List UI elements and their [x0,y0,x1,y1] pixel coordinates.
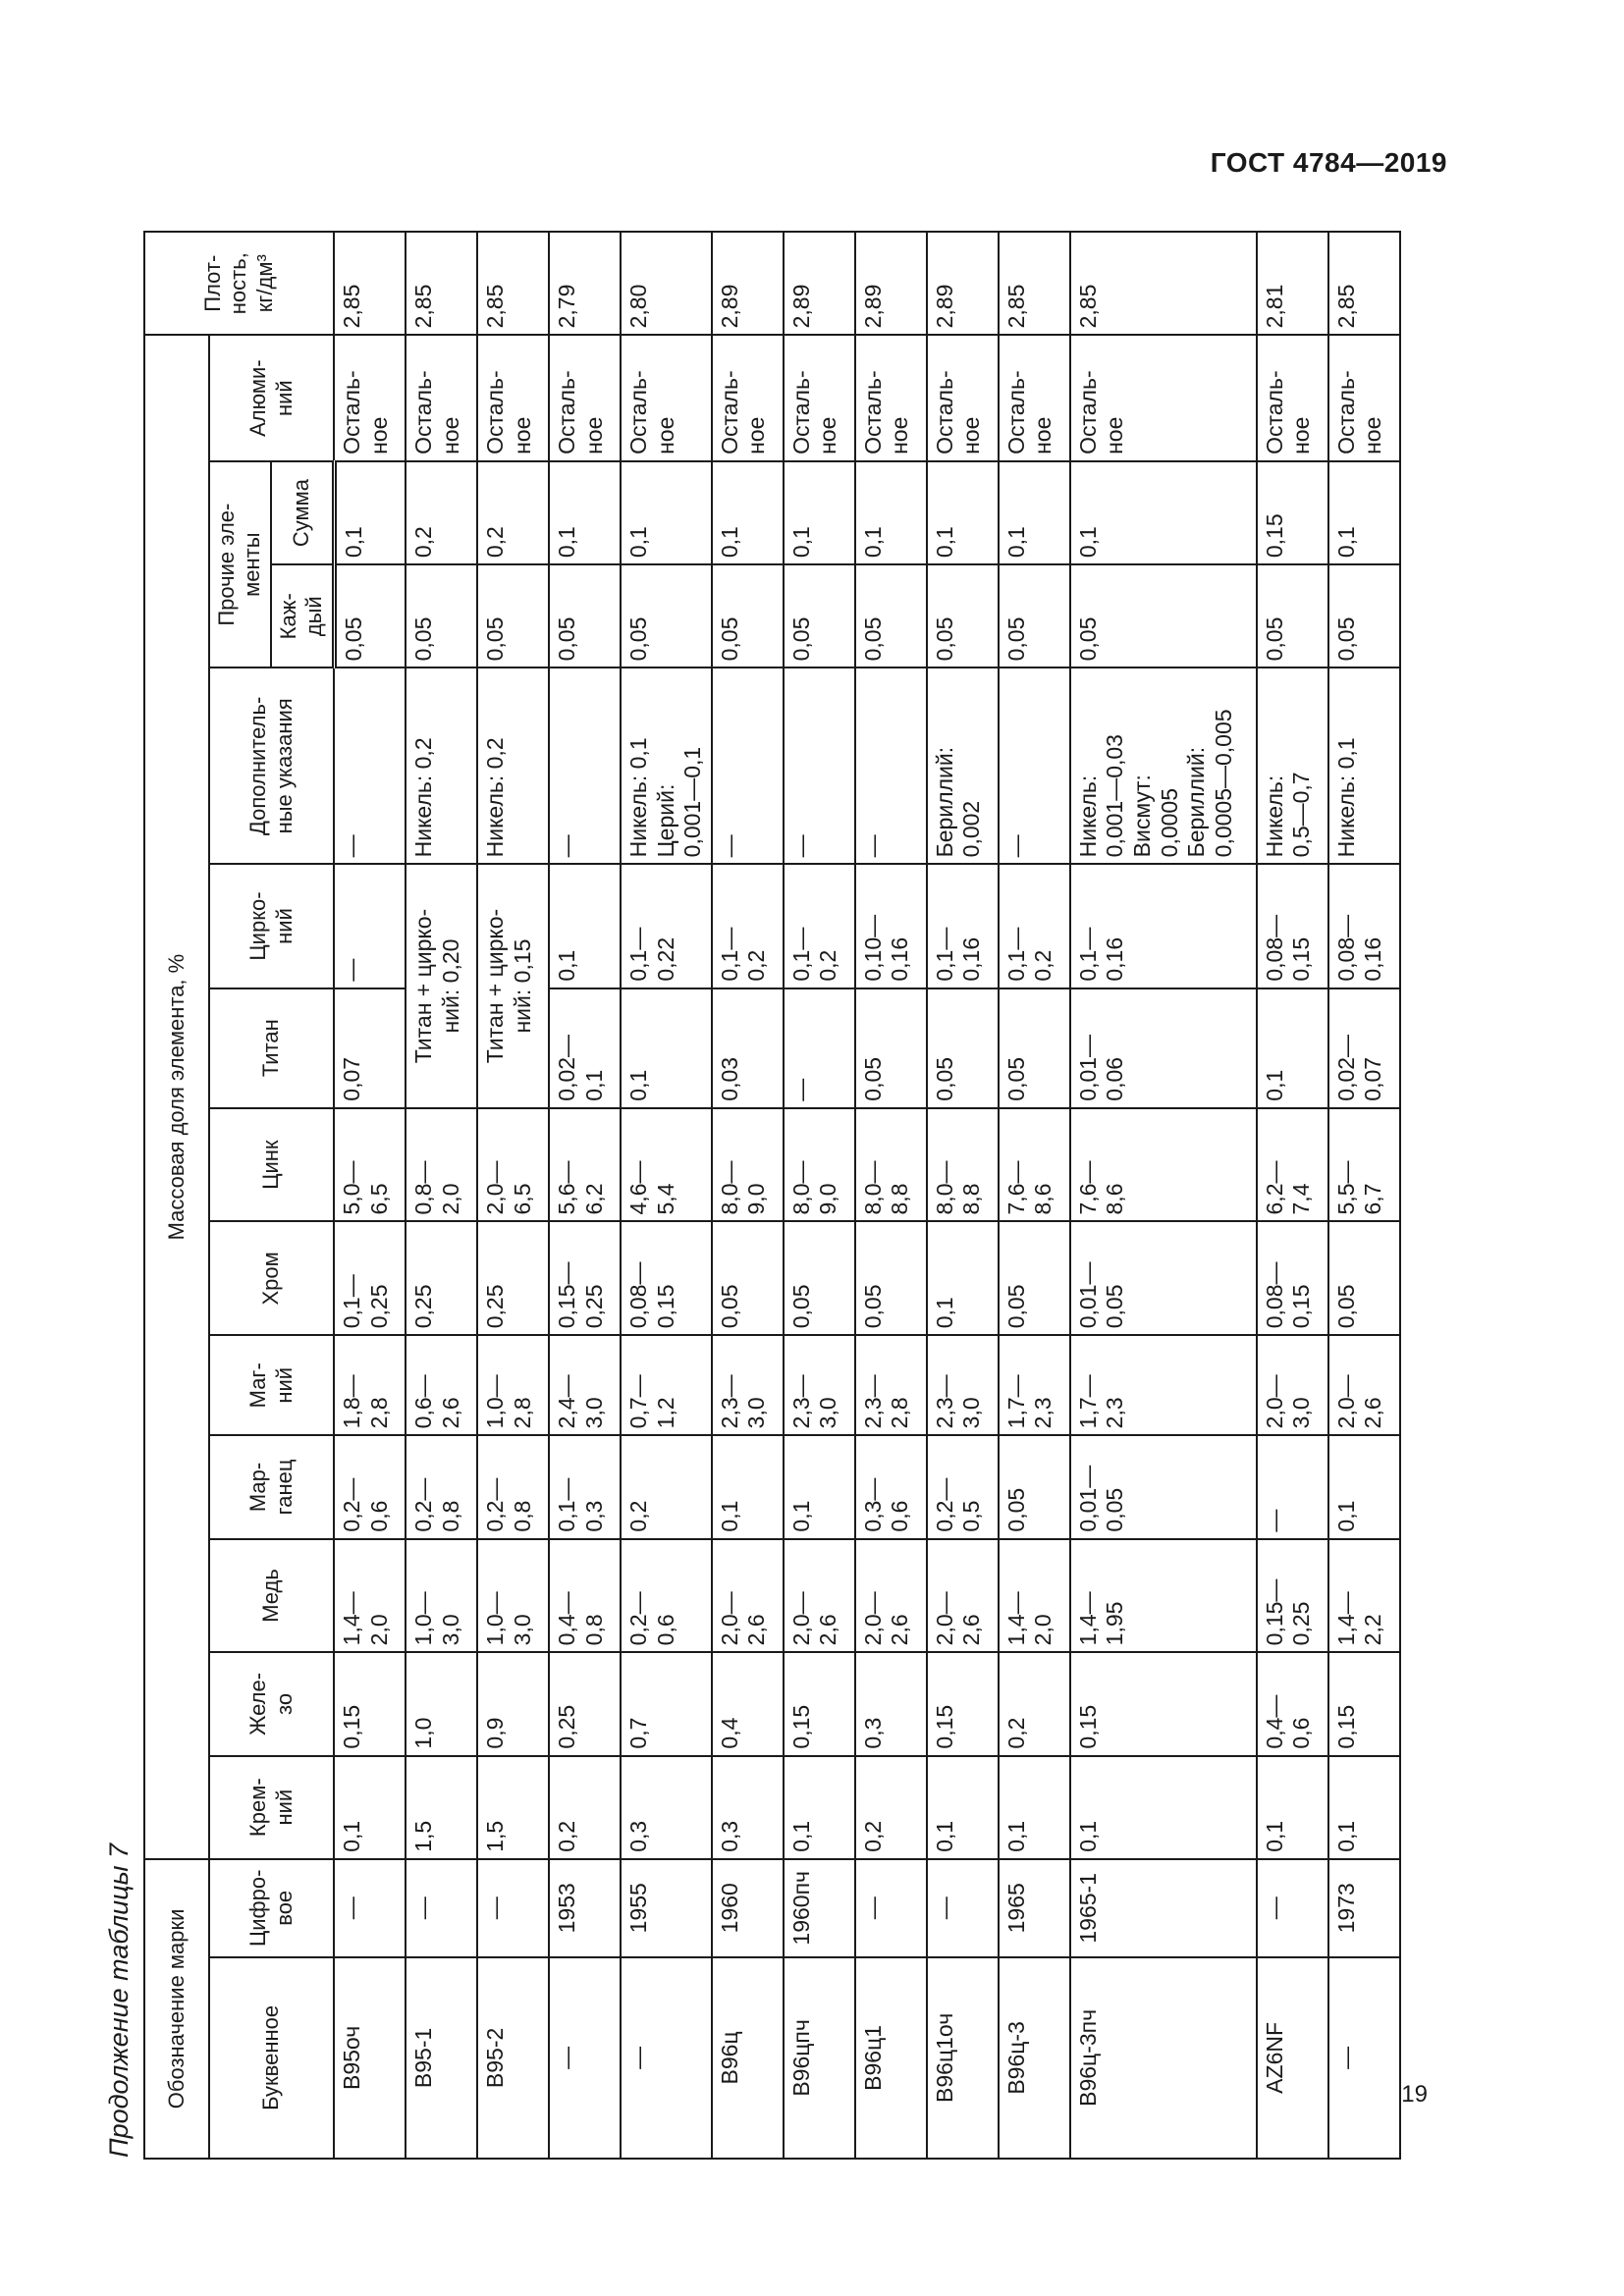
cell-digital: — [406,1859,477,1957]
cell-digital: 1965-1 [1070,1859,1257,1957]
cell-digital: — [927,1859,999,1957]
table-row [549,232,621,2159]
cell-sum: 0,1 [927,461,999,564]
cell-mn: 0,1— 0,3 [549,1435,621,1538]
cell-al: Осталь- ное [855,335,927,461]
table-row [712,232,784,2159]
cell-fe: 0,7 [621,1652,712,1755]
cell-mn: 0,2— 0,8 [406,1435,477,1538]
cell-letter: — [549,1957,621,2159]
cell-each: 0,05 [927,564,999,667]
cell-si: 0,1 [334,1756,406,1859]
cell-letter: — [621,1957,712,2159]
cell-al: Осталь- ное [477,335,549,461]
table-row [927,232,999,2159]
cell-al: Осталь- ное [1070,335,1257,461]
header-each: Каж- дый [271,564,334,667]
header-designation: Обозначение марки [144,1859,209,2159]
cell-zr: 0,1— 0,22 [621,864,712,988]
cell-al: Осталь- ное [549,335,621,461]
cell-cr: 0,05 [999,1221,1070,1335]
cell-letter: В95-2 [477,1957,549,2159]
cell-density: 2,89 [855,232,927,335]
cell-sum: 0,1 [855,461,927,564]
cell-cu: 2,0— 2,6 [784,1539,855,1653]
cell-sum: 0,1 [1328,461,1400,564]
cell-cr: 0,05 [855,1221,927,1335]
cell-mn: 0,1 [712,1435,784,1538]
cell-mn: 0,3— 0,6 [855,1435,927,1538]
cell-mn: 0,2— 0,6 [334,1435,406,1538]
cell-density: 2,85 [477,232,549,335]
cell-ti: 0,05 [927,988,999,1108]
cell-density: 2,89 [712,232,784,335]
cell-letter: В96цпч [784,1957,855,2159]
cell-each: 0,05 [1257,564,1328,667]
cell-cr: 0,15— 0,25 [549,1221,621,1335]
cell-digital: — [334,1859,406,1957]
cell-al: Осталь- ное [712,335,784,461]
cell-each: 0,05 [549,564,621,667]
cell-mn: 0,2 [621,1435,712,1538]
cell-add: — [855,667,927,864]
cell-ti: 0,01— 0,06 [1070,988,1257,1108]
cell-mg: 0,6— 2,6 [406,1335,477,1435]
cell-density: 2,85 [1070,232,1257,335]
cell-zn: 5,6— 6,2 [549,1108,621,1222]
cell-si: 0,3 [712,1756,784,1859]
cell-zn: 0,8— 2,0 [406,1108,477,1222]
cell-sum: 0,1 [334,461,406,564]
cell-mg: 0,7— 1,2 [621,1335,712,1435]
cell-mg: 2,0— 3,0 [1257,1335,1328,1435]
cell-letter: В96ц1оч [927,1957,999,2159]
cell-zn: 6,2— 7,4 [1257,1108,1328,1222]
cell-mn: — [1257,1435,1328,1538]
cell-mn: 0,2— 0,5 [927,1435,999,1538]
cell-zn: 8,0— 9,0 [712,1108,784,1222]
cell-zr: 0,1— 0,2 [712,864,784,988]
cell-ti: 0,1 [1257,988,1328,1108]
table-row [621,232,712,2159]
cell-zn: 8,0— 9,0 [784,1108,855,1222]
cell-digital: 1973 [1328,1859,1400,1957]
standard-code: ГОСТ 4784—2019 [1210,147,1447,178]
cell-letter: AZ6NF [1257,1957,1328,2159]
cell-each: 0,05 [477,564,549,667]
header-sum: Сумма [271,461,334,564]
cell-zn: 7,6— 8,6 [1070,1108,1257,1222]
cell-sum: 0,1 [784,461,855,564]
table-row [1257,232,1328,2159]
cell-al: Осталь- ное [334,335,406,461]
cell-cr: 0,25 [406,1221,477,1335]
cell-fe: 0,15 [927,1652,999,1755]
cell-sum: 0,1 [999,461,1070,564]
cell-digital: — [1257,1859,1328,1957]
header-manganese: Мар- ганец [209,1435,334,1538]
cell-fe: 0,15 [1328,1652,1400,1755]
cell-density: 2,85 [406,232,477,335]
cell-sum: 0,2 [406,461,477,564]
cell-zr: 0,08— 0,15 [1257,864,1328,988]
cell-ti: 0,05 [855,988,927,1108]
cell-fe: 0,15 [784,1652,855,1755]
cell-zr: 0,1— 0,16 [1070,864,1257,988]
cell-sum: 0,15 [1257,461,1328,564]
cell-al: Осталь- ное [999,335,1070,461]
cell-add: — [334,667,406,864]
cell-each: 0,05 [406,564,477,667]
cell-add: — [999,667,1070,864]
cell-density: 2,89 [927,232,999,335]
cell-cu: 2,0— 2,6 [712,1539,784,1653]
cell-density: 2,80 [621,232,712,335]
cell-cu: 1,4— 2,2 [1328,1539,1400,1653]
cell-zr: 0,1— 0,16 [927,864,999,988]
table-row [1070,232,1257,2159]
cell-zn: 5,0— 6,5 [334,1108,406,1222]
cell-al: Осталь- ное [621,335,712,461]
cell-add: — [784,667,855,864]
header-other-elements: Прочие эле- менты [209,461,271,667]
cell-mg: 2,3— 3,0 [712,1335,784,1435]
cell-ti: 0,03 [712,988,784,1108]
cell-mg: 1,8— 2,8 [334,1335,406,1435]
table-caption: Продолжение таблицы 7 [104,1842,134,2158]
cell-each: 0,05 [334,564,406,667]
cell-si: 1,5 [406,1756,477,1859]
cell-add: — [549,667,621,864]
cell-mg: 2,0— 2,6 [1328,1335,1400,1435]
table-row [999,232,1070,2159]
cell-density: 2,85 [1328,232,1400,335]
table-row [1328,232,1400,2159]
cell-cr: 0,08— 0,15 [1257,1221,1328,1335]
cell-cu: 1,0— 3,0 [477,1539,549,1653]
cell-each: 0,05 [999,564,1070,667]
cell-cu: 2,0— 2,6 [855,1539,927,1653]
cell-letter: В96ц [712,1957,784,2159]
cell-zn: 4,6— 5,4 [621,1108,712,1222]
cell-si: 0,1 [1328,1756,1400,1859]
cell-al: Осталь- ное [1257,335,1328,461]
cell-letter: В95-1 [406,1957,477,2159]
cell-each: 0,05 [1328,564,1400,667]
cell-add: Никель: 0,2 [406,667,477,864]
cell-zr: — [334,864,406,988]
cell-zr: 0,1— 0,2 [999,864,1070,988]
header-zirconium: Цирко- ний [209,864,334,988]
cell-mn: 0,1 [784,1435,855,1538]
cell-cu: 1,4— 2,0 [334,1539,406,1653]
cell-zr: 0,1 [549,864,621,988]
cell-si: 0,1 [927,1756,999,1859]
header-titanium: Титан [209,988,334,1108]
cell-zn: 8,0— 8,8 [855,1108,927,1222]
table-row [784,232,855,2159]
cell-si: 0,2 [549,1756,621,1859]
header-magnesium: Маг- ний [209,1335,334,1435]
cell-digital: — [855,1859,927,1957]
cell-cr: 0,05 [712,1221,784,1335]
cell-cr: 0,08— 0,15 [621,1221,712,1335]
cell-digital: 1953 [549,1859,621,1957]
cell-cu: 0,2— 0,6 [621,1539,712,1653]
cell-add: Никель: 0,1 Церий: 0,001—0,1 [621,667,712,864]
header-letter: Буквенное [209,1957,334,2159]
cell-fe: 0,3 [855,1652,927,1755]
header-density: Плот- ность, кг/дм³ [144,232,334,335]
alloy-composition-table [143,231,1401,2160]
cell-titanium-zirconium: Титан + цирко- ний: 0,15 [477,864,549,1107]
cell-mg: 1,0— 2,8 [477,1335,549,1435]
cell-si: 0,1 [1257,1756,1328,1859]
cell-si: 0,1 [1070,1756,1257,1859]
header-copper: Медь [209,1539,334,1653]
cell-each: 0,05 [712,564,784,667]
table-body [334,232,1400,2159]
header-aluminium: Алюми- ний [209,335,334,461]
cell-mn: 0,05 [999,1435,1070,1538]
cell-mg: 1,7— 2,3 [1070,1335,1257,1435]
cell-add: Никель: 0,5—0,7 [1257,667,1328,864]
cell-density: 2,79 [549,232,621,335]
cell-zr: 0,1— 0,2 [784,864,855,988]
cell-mg: 2,3— 2,8 [855,1335,927,1435]
cell-cr: 0,01— 0,05 [1070,1221,1257,1335]
cell-add: Никель: 0,1 [1328,667,1400,864]
cell-ti: 0,02— 0,07 [1328,988,1400,1108]
cell-titanium-zirconium: Титан + цирко- ний: 0,20 [406,864,477,1107]
cell-fe: 0,4 [712,1652,784,1755]
cell-sum: 0,2 [477,461,549,564]
cell-digital: — [477,1859,549,1957]
cell-cu: 1,4— 1,95 [1070,1539,1257,1653]
cell-mg: 2,3— 3,0 [784,1335,855,1435]
cell-si: 0,1 [784,1756,855,1859]
cell-add: Никель: 0,001—0,03 Висмут: 0,0005 Бериллий: 0,0005—0,005 [1070,667,1257,864]
cell-add: Бериллий: 0,002 [927,667,999,864]
cell-digital: 1955 [621,1859,712,1957]
header-silicon: Крем- ний [209,1756,334,1859]
cell-ti: 0,07 [334,988,406,1108]
cell-mg: 2,3— 3,0 [927,1335,999,1435]
cell-mn: 0,2— 0,8 [477,1435,549,1538]
cell-letter: В96ц-3пч [1070,1957,1257,2159]
cell-ti: 0,05 [999,988,1070,1108]
cell-letter: В96ц-3 [999,1957,1070,2159]
cell-cr: 0,25 [477,1221,549,1335]
rotated-table-block [102,231,1437,2160]
cell-fe: 0,2 [999,1652,1070,1755]
cell-cr: 0,05 [1328,1221,1400,1335]
cell-cu: 1,0— 3,0 [406,1539,477,1653]
cell-zn: 5,5— 6,7 [1328,1108,1400,1222]
cell-add: Никель: 0,2 [477,667,549,864]
cell-si: 1,5 [477,1756,549,1859]
header-additional: Дополнитель- ные указания [209,667,334,864]
cell-ti: 0,1 [621,988,712,1108]
cell-letter: В96ц1 [855,1957,927,2159]
cell-cu: 2,0— 2,6 [927,1539,999,1653]
header-iron: Желе- зо [209,1652,334,1755]
cell-sum: 0,1 [549,461,621,564]
cell-si: 0,2 [855,1756,927,1859]
cell-cu: 0,15— 0,25 [1257,1539,1328,1653]
table-row [477,232,549,2159]
cell-cu: 0,4— 0,8 [549,1539,621,1653]
cell-digital: 1965 [999,1859,1070,1957]
cell-letter: В95оч [334,1957,406,2159]
cell-add: — [712,667,784,864]
cell-fe: 0,4— 0,6 [1257,1652,1328,1755]
header-zinc: Цинк [209,1108,334,1222]
cell-density: 2,85 [334,232,406,335]
page-number: 19 [1401,2081,1428,2108]
cell-fe: 1,0 [406,1652,477,1755]
cell-ti: 0,02— 0,1 [549,988,621,1108]
cell-al: Осталь- ное [784,335,855,461]
cell-ti: — [784,988,855,1108]
cell-fe: 0,15 [334,1652,406,1755]
cell-cr: 0,1 [927,1221,999,1335]
cell-sum: 0,1 [1070,461,1257,564]
cell-mn: 0,01— 0,05 [1070,1435,1257,1538]
cell-zr: 0,10— 0,16 [855,864,927,988]
header-chromium: Хром [209,1221,334,1335]
cell-cu: 1,4— 2,0 [999,1539,1070,1653]
cell-fe: 0,25 [549,1652,621,1755]
cell-mg: 1,7— 2,3 [999,1335,1070,1435]
cell-letter: — [1328,1957,1400,2159]
header-digital: Цифро- вое [209,1859,334,1957]
cell-si: 0,3 [621,1756,712,1859]
table-row [406,232,477,2159]
table-row [855,232,927,2159]
cell-mg: 2,4— 3,0 [549,1335,621,1435]
header-mass-fraction: Массовая доля элемента, % [144,335,209,1858]
cell-zn: 2,0— 6,5 [477,1108,549,1222]
cell-zn: 8,0— 8,8 [927,1108,999,1222]
cell-each: 0,05 [621,564,712,667]
table-row [334,232,406,2159]
cell-density: 2,89 [784,232,855,335]
cell-density: 2,85 [999,232,1070,335]
cell-al: Осталь- ное [927,335,999,461]
cell-cr: 0,1— 0,25 [334,1221,406,1335]
cell-sum: 0,1 [712,461,784,564]
cell-digital: 1960пч [784,1859,855,1957]
cell-digital: 1960 [712,1859,784,1957]
cell-al: Осталь- ное [1328,335,1400,461]
cell-zr: 0,08— 0,16 [1328,864,1400,988]
cell-al: Осталь- ное [406,335,477,461]
cell-each: 0,05 [784,564,855,667]
cell-density: 2,81 [1257,232,1328,335]
cell-sum: 0,1 [621,461,712,564]
cell-cr: 0,05 [784,1221,855,1335]
cell-mn: 0,1 [1328,1435,1400,1538]
cell-si: 0,1 [999,1756,1070,1859]
cell-each: 0,05 [1070,564,1257,667]
cell-zn: 7,6— 8,6 [999,1108,1070,1222]
cell-each: 0,05 [855,564,927,667]
cell-fe: 0,9 [477,1652,549,1755]
cell-fe: 0,15 [1070,1652,1257,1755]
